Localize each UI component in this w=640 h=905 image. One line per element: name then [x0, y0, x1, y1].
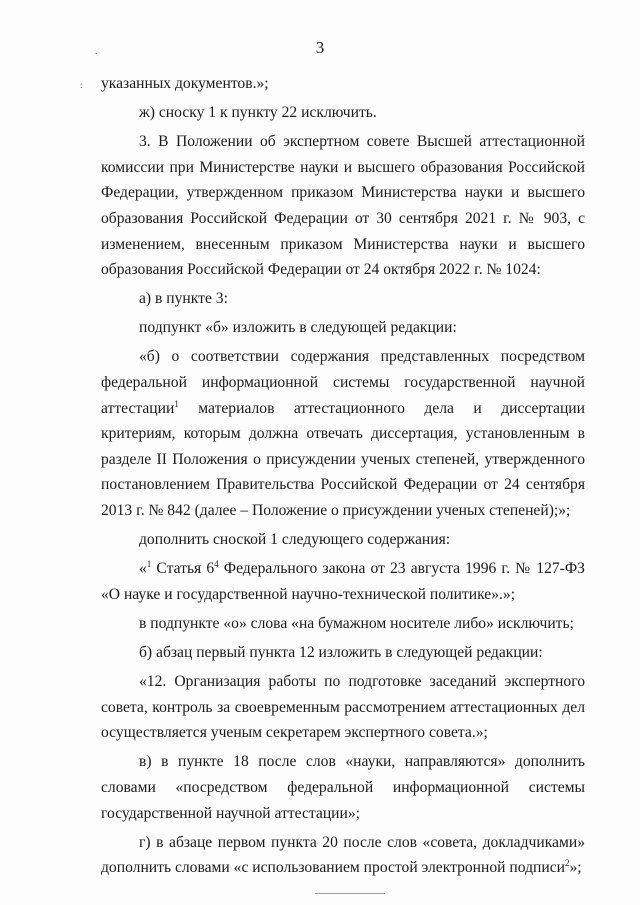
paragraph-section-3: 3. В Положении об экспертном совете Высшей аттестационной комиссии при Министерстве науки и высшего образования Российской Федерации, утвержденном приказом Министерства науки и высшего образования Российской Федерации от 30 сентября 2021 г. № 903, с изменением, внесенным приказом Министерства науки и высшего образования Российской Федерации от 24 октября 2022 г. № 1024: — [101, 133, 585, 279]
paragraph-footnote-intro: дополнить сноской 1 следующего содержания: — [139, 531, 451, 549]
paragraph-text-part: « — [139, 560, 147, 578]
footnote-mark: 1 — [146, 559, 152, 570]
paragraph-text-part: г) в абзаце первом пункта 20 после слов «совета, докладчиками» дополнить словами «с использованием простой электронной подписи — [101, 833, 585, 877]
paragraph-text-part: »; — [569, 859, 582, 877]
paragraph-text-part: Статья 6 — [151, 560, 215, 578]
paragraph-subitem-o: в подпункте «о» слова «на бумажном носителе либо» исключить; — [139, 614, 574, 632]
paragraph-text-part: Федерального закона от 23 августа 1996 г. № 127-ФЗ «О науке и государственной научно-технической политике».»; — [101, 560, 585, 603]
paragraph-continuation: указанных документов.»; — [101, 75, 269, 92]
paragraph-item-12-text: «12. Организация работы по подготовке заседаний экспертного совета, контроль за своевременным рассмотрением аттестационных дел осуществляется ученым секретарем экспертного совета.»; — [101, 673, 585, 742]
footnote-mark: 2 — [564, 858, 570, 869]
document-body — [101, 71, 585, 881]
article-superscript: 4 — [214, 559, 219, 570]
paragraph-text-part: «б) о соответствии содержания представленных посредством федеральной информационной системы государственной научной аттестации — [101, 348, 585, 417]
paragraph-item-g — [101, 830, 585, 881]
paragraph-subitem-b-intro: подпункт «б» изложить в следующей редакции: — [139, 319, 457, 337]
margin-colon: : — [80, 80, 83, 90]
margin-dot: . — [95, 46, 98, 56]
paragraph-footnote-text — [101, 556, 585, 607]
paragraph-item-b: б) абзац первый пункта 12 изложить в следующей редакции: — [139, 643, 543, 661]
paragraph-item-a: а) в пункте 3: — [139, 290, 228, 308]
page-number: 3 — [315, 38, 325, 57]
paragraph-subitem-b-text — [101, 344, 585, 523]
bottom-scan-line — [315, 893, 385, 894]
paragraph-item-v: в) в пункте 18 после слов «науки, направляются» дополнить словами «посредством федеральной информационной системы государственной научной аттестации»; — [101, 753, 585, 822]
footnote-mark: 1 — [174, 398, 179, 409]
paragraph-item-zh: ж) сноску 1 к пункту 22 исключить. — [139, 104, 377, 122]
paragraph-text-part: материалов аттестационного дела и диссертации критериям, которым должна отвечать диссертация, установленным в разделе II Положения о присуждении ученых степеней, утвержденного постановлением Правительства Российской Федерации от 24 сентября 2013 г. № 842 (далее – Положение о присуждении ученых степеней);»; — [101, 399, 585, 519]
